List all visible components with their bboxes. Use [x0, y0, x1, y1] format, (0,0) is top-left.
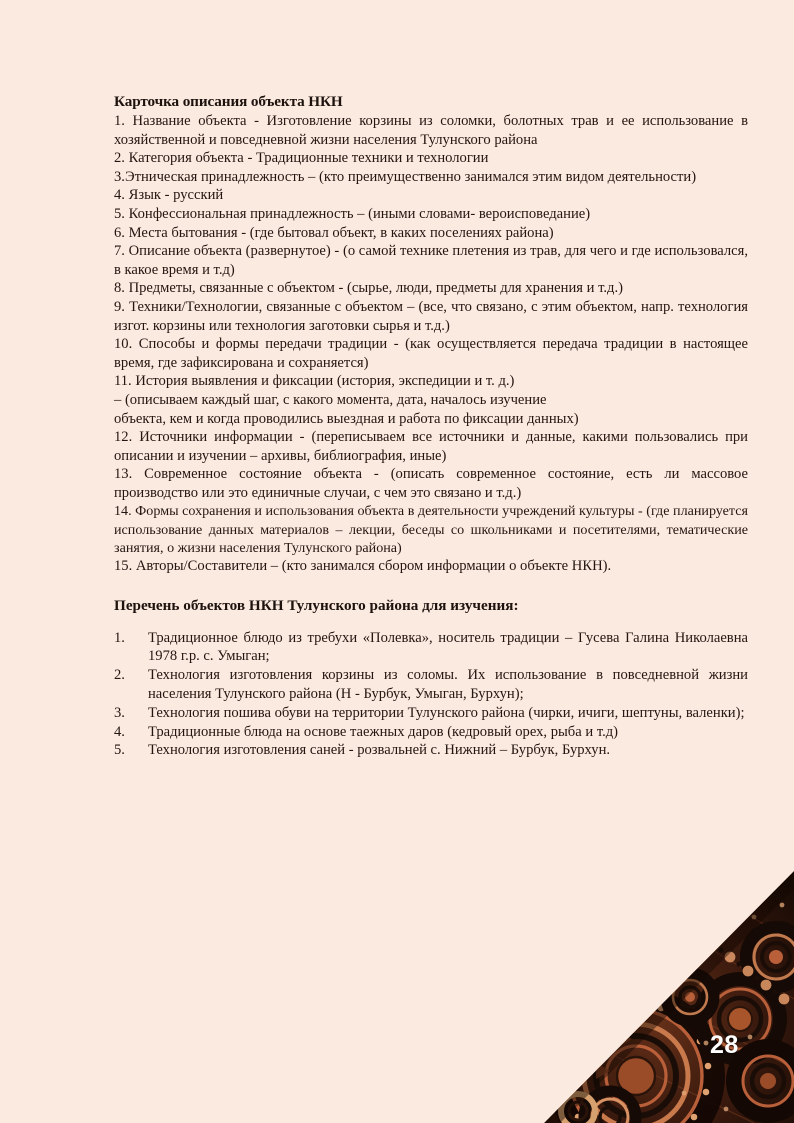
list-item: Технология изготовления корзины из соломы. Их использование в повседневной жизни населения Тулунского района (Н - Бурбук, Умыган, Бурхун); — [148, 667, 748, 703]
object-enumeration — [114, 629, 748, 761]
card-item-7: 7. Описание объекта (развернутое) - (о самой технике плетения из трав, для чего и где использовался, в какое время и т.д) — [114, 243, 748, 278]
card-item-10: 10. Способы и формы передачи традиции - (как осуществляется передача традиции в настоящее время, где зафиксирована и сохраняется) — [114, 336, 748, 371]
card-item-13: 13. Современное состояние объекта - (описать современное состояние, есть ли массовое производство или это единичные случаи, с чем это связано и т.д.) — [114, 466, 748, 501]
list-item: Технология изготовления саней - розвальней с. Нижний – Бурбук, Бурхун. — [148, 742, 611, 759]
card-item-12: 12. Источники информации - (переписываем все источники и данные, какими пользовались при описании и изучении – архивы, библиография, иные) — [114, 429, 748, 464]
list-item: Традиционное блюдо из требухи «Полевка», носитель традиции – Гусева Галина Николаевна 1978 г.р. с. Умыган; — [148, 629, 748, 665]
card-item-6: 6. Места бытования - (где бытовал объект, в каких поселениях района) — [114, 224, 554, 241]
card-item-4: 4. Язык - русский — [114, 187, 224, 204]
page-title: Карточка описания объекта НКН — [114, 93, 343, 110]
card-item-14: 14. Формы сохранения и использования объекта в деятельности учреждений культуры - (где планируется использование данных материалов – лекции, беседы со школьниками и посетителями, тематические занятия, о жизни населения Тулунского района) — [114, 503, 748, 556]
list-item: Традиционные блюда на основе таежных даров (кедровый орех, рыба и т.д) — [148, 723, 619, 740]
card-item-3: 3.Этническая принадлежность – (кто преимущественно занимался этим видом деятельности) — [114, 168, 697, 185]
card-item-1: 1. Название объекта - Изготовление корзины из соломки, болотных трав и ее использование в хозяйственной и повседневной жизни населения Тулунского района — [114, 113, 748, 148]
card-description-list — [114, 112, 748, 576]
object-list-title: Перечень объектов НКН Тулунского района для изучения: — [114, 596, 519, 614]
card-item-5: 5. Конфессиональная принадлежность – (иными словами- вероисповедание) — [114, 205, 591, 222]
ornament-corner-icon — [544, 871, 794, 1123]
card-item-9: 9. Техники/Технологии, связанные с объектом – (все, что связано, с этим объектом, напр. технология изгот. корзины или технология заготовки сырья и т.д.) — [114, 298, 748, 334]
section-spacer — [114, 576, 748, 596]
card-item-11-note-a: – (описываем каждый шаг, с какого момента, дата, началось изучение — [114, 391, 547, 408]
card-item-15: 15. Авторы/Составители – (кто занимался сбором информации о объекте НКН). — [114, 558, 612, 575]
page-number: 28 — [710, 1031, 739, 1059]
card-item-8: 8. Предметы, связанные с объектом - (сырье, люди, предметы для хранения и т.д.) — [114, 280, 623, 297]
card-item-2: 2. Категория объекта - Традиционные техники и технологии — [114, 150, 489, 167]
text-column — [114, 92, 748, 760]
list-item: Технология пошива обуви на территории Тулунского района (чирки, ичиги, шептуны, валенки); — [148, 704, 745, 721]
card-item-11-note-b: объекта, кем и когда проводились выездная и работа по фиксации данных) — [114, 410, 579, 427]
card-item-11: 11. История выявления и фиксации (история, экспедиции и т. д.) — [114, 373, 515, 390]
